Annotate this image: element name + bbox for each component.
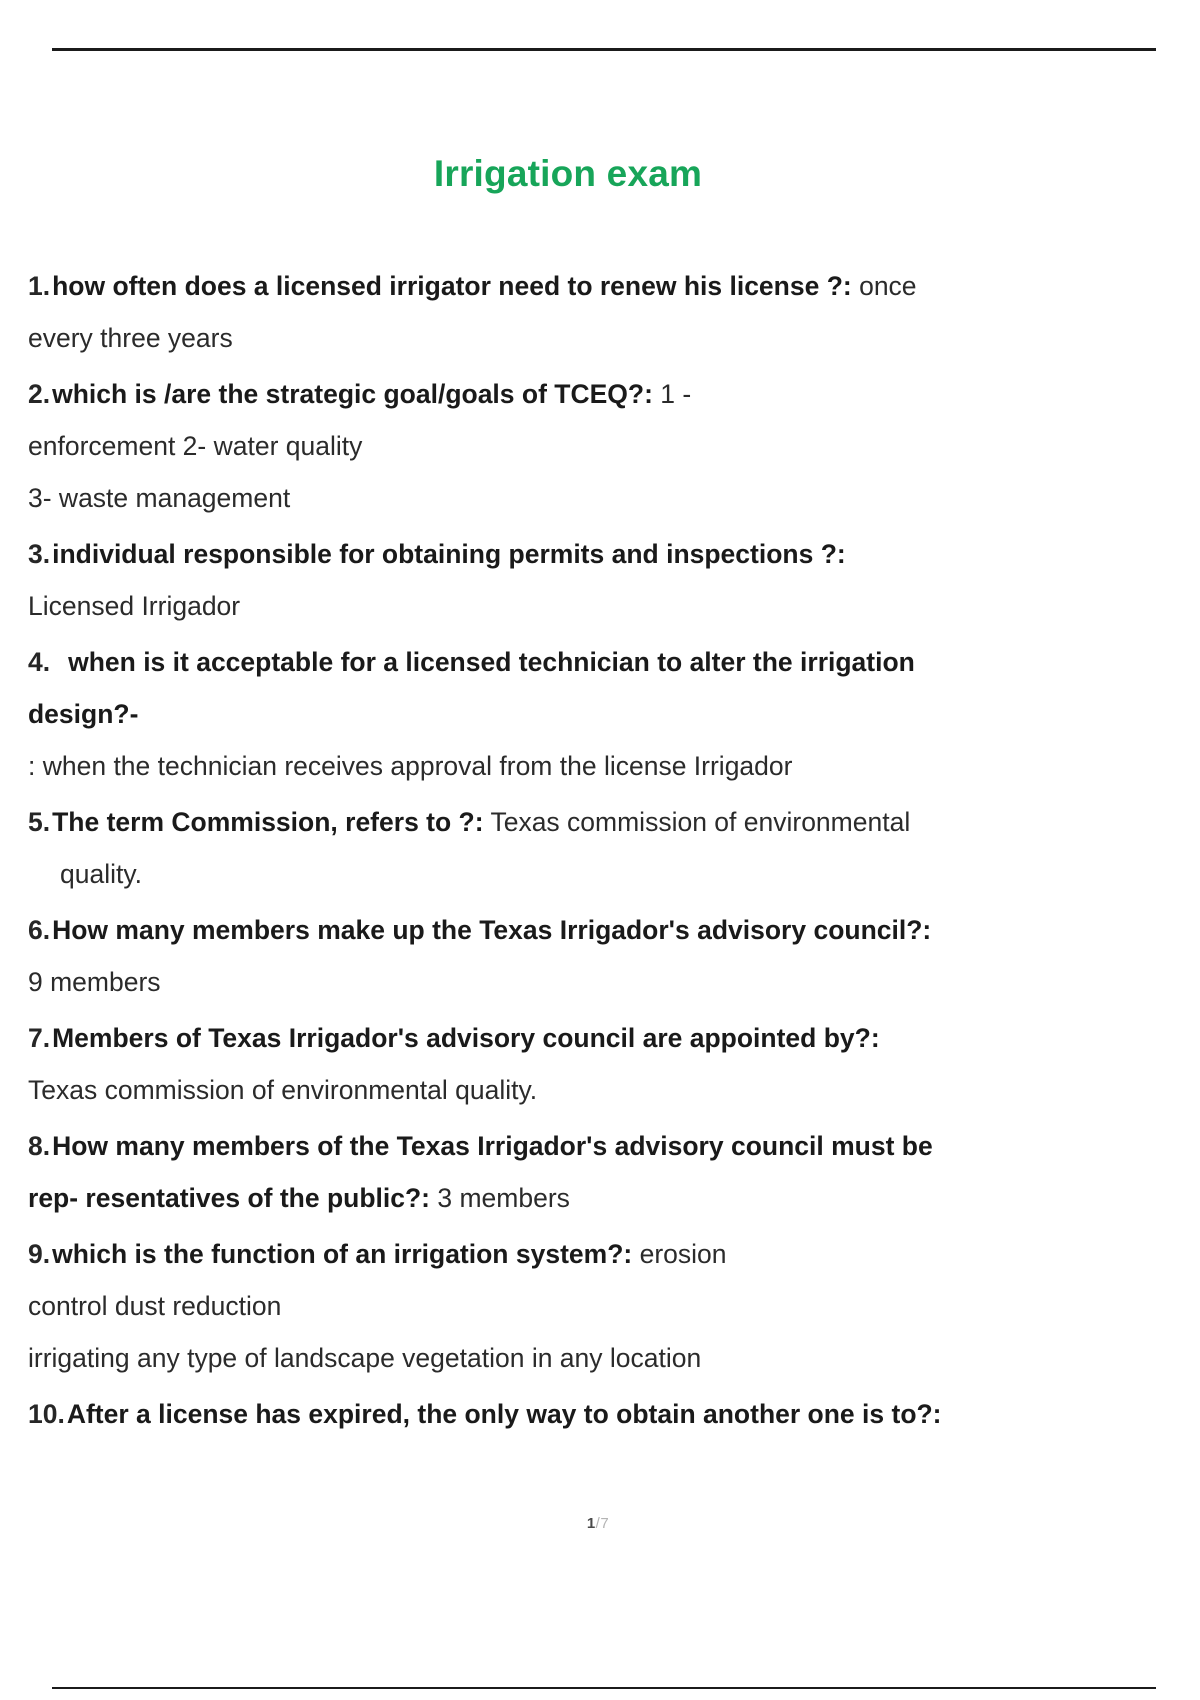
item-number: 5.	[28, 807, 51, 838]
list-item	[28, 1228, 1128, 1384]
list-item	[28, 1388, 1128, 1440]
item-number: 7.	[28, 1023, 51, 1054]
answer-text: erosion	[639, 1239, 727, 1270]
qa-line	[28, 1228, 1128, 1280]
question-text: when is it acceptable for a licensed technician to alter the irrigation	[68, 647, 915, 678]
answer-line: quality.	[60, 859, 142, 890]
item-number: 9.	[28, 1239, 51, 1270]
item-number: 8.	[28, 1131, 51, 1162]
answer-line: enforcement 2- water quality	[28, 431, 363, 462]
item-number: 2.	[28, 379, 51, 410]
page-number-footer	[28, 1514, 1168, 1534]
qa-line	[28, 1012, 1128, 1064]
qa-line	[28, 904, 1128, 956]
page-top-rule	[52, 48, 1156, 51]
item-number: 3.	[28, 539, 51, 570]
current-page-number: 1	[586, 1515, 596, 1532]
list-item	[28, 368, 1128, 524]
question-text: After a license has expired, the only way to obtain another one is to?:	[66, 1399, 942, 1430]
item-number: 1.	[28, 271, 51, 302]
item-number: 10.	[28, 1399, 65, 1430]
list-item	[28, 260, 1128, 364]
question-text: How many members make up the Texas Irrigador's advisory council?:	[52, 915, 932, 946]
qa-line	[28, 796, 1128, 848]
question-text: The term Commission, refers to ?:	[52, 807, 484, 838]
qa-line	[28, 368, 1128, 420]
list-item	[28, 904, 1128, 1008]
question-continuation: design?-	[28, 699, 139, 730]
page-separator: /	[595, 1515, 601, 1532]
qa-line	[28, 636, 1128, 688]
page-title: Irrigation exam	[433, 153, 703, 194]
qa-line	[28, 1388, 1128, 1440]
list-item	[28, 528, 1128, 632]
question-text: which is /are the strategic goal/goals of TCEQ?:	[52, 379, 653, 410]
question-continuation-line	[28, 1172, 1128, 1224]
answer-text: once	[859, 271, 917, 302]
question-text: how often does a licensed irrigator need to renew his license ?:	[52, 271, 852, 302]
question-list	[28, 260, 1128, 1440]
answer-text: 1 -	[660, 379, 692, 410]
answer-line: : when the technician receives approval from the license Irrigador	[28, 751, 793, 782]
answer-text: 3 members	[437, 1183, 570, 1214]
item-number: 4.	[28, 647, 51, 678]
answer-line: Texas commission of environmental quality.	[28, 1075, 538, 1106]
answer-line: Licensed Irrigador	[28, 591, 241, 622]
answer-line: 9 members	[28, 967, 161, 998]
answer-text: Texas commission of environmental	[490, 807, 911, 838]
answer-line: every three years	[28, 323, 233, 354]
list-item	[28, 796, 1128, 900]
list-item	[28, 1012, 1128, 1116]
question-text: which is the function of an irrigation system?:	[52, 1239, 633, 1270]
answer-line: control dust reduction	[28, 1291, 282, 1322]
qa-line	[28, 260, 1128, 312]
list-item	[28, 636, 1128, 792]
qa-line	[28, 1120, 1128, 1172]
list-item	[28, 1120, 1128, 1224]
question-text: How many members of the Texas Irrigador's advisory council must be	[52, 1131, 933, 1162]
item-number: 6.	[28, 915, 51, 946]
page-content	[28, 96, 1128, 1532]
answer-line: 3- waste management	[28, 483, 291, 514]
question-continuation: rep- resentatives of the public?:	[28, 1183, 430, 1214]
question-text: individual responsible for obtaining permits and inspections ?:	[52, 539, 846, 570]
question-text: Members of Texas Irrigador's advisory council are appointed by?:	[52, 1023, 880, 1054]
answer-line: irrigating any type of landscape vegetation in any location	[28, 1343, 702, 1374]
total-page-count: 7	[600, 1515, 610, 1532]
qa-line	[28, 528, 1128, 580]
page-bottom-rule	[52, 1687, 1156, 1689]
